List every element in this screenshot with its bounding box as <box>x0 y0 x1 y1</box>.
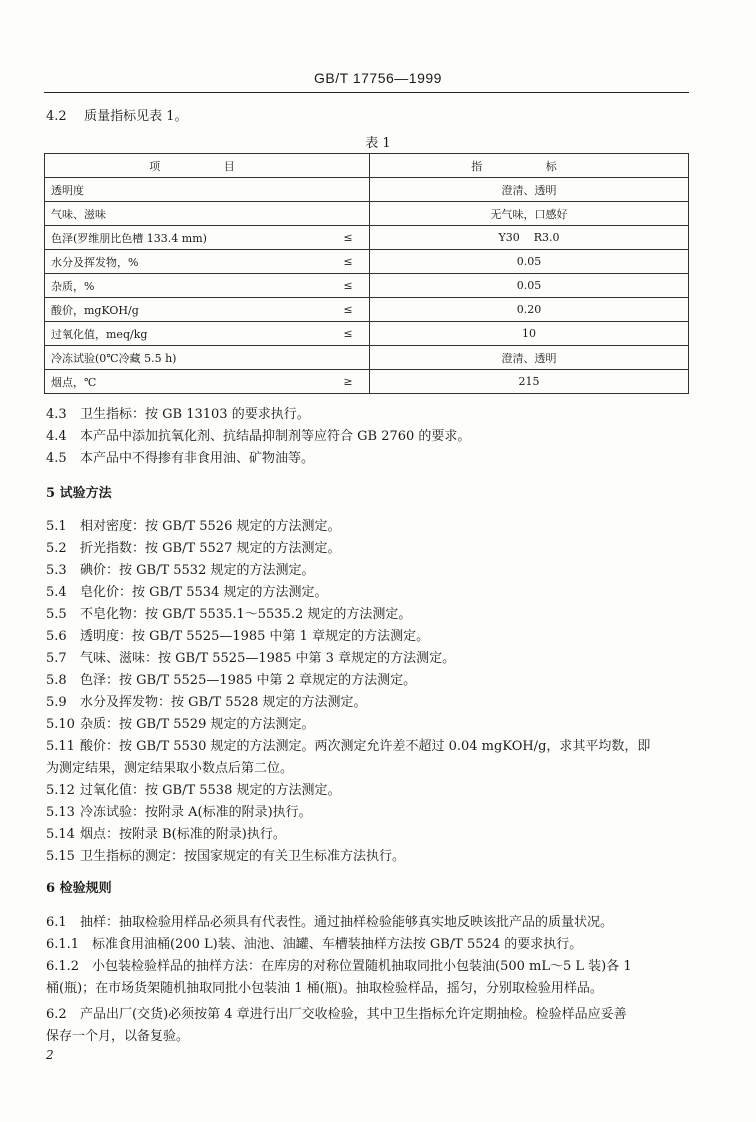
clause-number: 5.13 <box>46 805 75 820</box>
row-item: 透明度 <box>45 178 328 202</box>
clause-5-9 <box>46 692 366 714</box>
table-row <box>45 178 689 202</box>
row-item: 酸价，mgKOH/g <box>45 298 328 322</box>
row-symbol: ≤ <box>327 298 370 322</box>
clause-text: 皂化价：按 GB/T 5534 规定的方法测定。 <box>80 585 328 600</box>
row-symbol: ≤ <box>327 322 370 346</box>
clause-text: 卫生指标：按 GB 13103 的要求执行。 <box>80 407 310 422</box>
clause-4-2 <box>46 106 188 128</box>
quality-index-table <box>44 153 689 394</box>
header-divider <box>44 92 689 93</box>
row-symbol <box>327 178 370 202</box>
clause-5-1 <box>46 516 340 538</box>
clause-number: 4.2 <box>46 109 67 124</box>
row-symbol: ≤ <box>327 274 370 298</box>
clause-text: 气味、滋味：按 GB/T 5525—1985 中第 3 章规定的方法测定。 <box>80 651 456 666</box>
clause-5-2 <box>46 538 340 560</box>
row-value: 0.20 <box>370 298 689 322</box>
clause-text: 酸价：按 GB/T 5530 规定的方法测定。两次测定允许差不超过 0.04 mgKOH/g，求其平均数，即 <box>80 739 651 754</box>
clause-text: 保存一个月，以备复验。 <box>46 1029 190 1044</box>
row-value: 澄清、透明 <box>370 346 689 370</box>
row-symbol: ≤ <box>327 226 370 250</box>
clause-text: 卫生指标的测定：按国家规定的有关卫生标准方法执行。 <box>80 849 406 864</box>
clause-text: 产品出厂(交货)必须按第 4 章进行出厂交收检验，其中卫生指标允许定期抽检。检验样品应妥善 <box>80 1007 627 1022</box>
clause-number: 6.1.1 <box>46 937 80 952</box>
clause-5-8 <box>46 670 416 692</box>
clause-5-11 <box>46 736 650 758</box>
clause-6-2 <box>46 1004 627 1026</box>
clause-5-14 <box>46 824 286 846</box>
row-item: 气味、滋味 <box>45 202 328 226</box>
clause-text: 抽样：抽取检验用样品必须具有代表性。通过抽样检验能够真实地反映该批产品的质量状况。 <box>80 915 614 930</box>
clause-text: 碘价：按 GB/T 5532 规定的方法测定。 <box>80 563 315 578</box>
clause-number: 4.5 <box>46 451 67 466</box>
row-symbol: ≤ <box>327 250 370 274</box>
clause-text: 水分及挥发物：按 GB/T 5528 规定的方法测定。 <box>80 695 367 710</box>
clause-text: 质量指标见表 1。 <box>84 109 188 124</box>
clause-number: 4.3 <box>46 407 67 422</box>
clause-number: 5.4 <box>46 585 67 600</box>
table-row <box>45 274 689 298</box>
clause-number: 5.9 <box>46 695 67 710</box>
clause-5-12 <box>46 780 340 802</box>
row-item: 冷冻试验(0℃冷藏 5.5 h) <box>45 346 328 370</box>
clause-text: 不皂化物：按 GB/T 5535.1～5535.2 规定的方法测定。 <box>80 607 412 622</box>
table-row <box>45 346 689 370</box>
clause-text: 过氧化值：按 GB/T 5538 规定的方法测定。 <box>80 783 341 798</box>
clause-text: 折光指数：按 GB/T 5527 规定的方法测定。 <box>80 541 341 556</box>
table-row <box>45 370 689 394</box>
clause-number: 5.7 <box>46 651 67 666</box>
clause-6-1-1 <box>46 934 582 956</box>
clause-text: 相对密度：按 GB/T 5526 规定的方法测定。 <box>80 519 341 534</box>
clause-5-6 <box>46 626 429 648</box>
row-item: 杂质，% <box>45 274 328 298</box>
clause-4-3 <box>46 404 310 426</box>
section-5-title: 5 试验方法 <box>46 486 112 501</box>
clause-text: 标准食用油桶(200 L)装、油池、油罐、车槽装抽样方法按 GB/T 5524 的要求执行。 <box>92 937 583 952</box>
clause-number: 5.15 <box>46 849 75 864</box>
clause-number: 5.11 <box>46 739 75 754</box>
column-header-value: 指 标 <box>370 154 689 178</box>
clause-text: 小包装检验样品的抽样方法：在库房的对称位置随机抽取同批小包装油(500 mL～5 L 装)各 1 <box>92 959 632 974</box>
clause-number: 5.12 <box>46 783 75 798</box>
row-value: 0.05 <box>370 274 689 298</box>
row-value: 无气味，口感好 <box>370 202 689 226</box>
clause-5-13 <box>46 802 312 824</box>
row-value: 0.05 <box>370 250 689 274</box>
clause-number: 5.5 <box>46 607 67 622</box>
clause-number: 5.2 <box>46 541 67 556</box>
clause-number: 6.2 <box>46 1007 67 1022</box>
clause-text: 本产品中不得掺有非食用油、矿物油等。 <box>80 451 315 466</box>
table-title: 表 1 <box>365 136 391 151</box>
column-header-item: 项 目 <box>45 154 370 178</box>
row-value: 澄清、透明 <box>370 178 689 202</box>
clause-6-1-2-continued <box>46 978 603 1000</box>
table-row <box>45 202 689 226</box>
row-item: 色泽(罗维朋比色槽 133.4 mm) <box>45 226 328 250</box>
clause-number: 5.3 <box>46 563 67 578</box>
section-6-title: 6 检验规则 <box>46 881 112 896</box>
document-header: GB/T 17756—1999 <box>314 70 442 86</box>
clause-number: 4.4 <box>46 429 67 444</box>
row-item: 过氧化值，meq/kg <box>45 322 328 346</box>
clause-number: 5.8 <box>46 673 67 688</box>
clause-4-4 <box>46 426 470 448</box>
clause-6-1-2 <box>46 956 632 978</box>
clause-5-4 <box>46 582 327 604</box>
clause-text: 透明度：按 GB/T 5525—1985 中第 1 章规定的方法测定。 <box>80 629 430 644</box>
clause-number: 6.1 <box>46 915 67 930</box>
table-row <box>45 226 689 250</box>
row-symbol <box>327 202 370 226</box>
row-symbol <box>327 346 370 370</box>
clause-text: 烟点：按附录 B(标准的附录)执行。 <box>80 827 286 842</box>
clause-text: 杂质：按 GB/T 5529 规定的方法测定。 <box>80 717 315 732</box>
page-number: 2 <box>46 1048 54 1062</box>
clause-text: 色泽：按 GB/T 5525—1985 中第 2 章规定的方法测定。 <box>80 673 417 688</box>
clause-5-7 <box>46 648 455 670</box>
row-value: 10 <box>370 322 689 346</box>
clause-number: 5.1 <box>46 519 67 534</box>
row-item: 烟点，℃ <box>45 370 328 394</box>
clause-5-10 <box>46 714 314 736</box>
clause-6-2-continued <box>46 1026 189 1048</box>
clause-5-5 <box>46 604 411 626</box>
row-value: Y30 R3.0 <box>370 226 689 250</box>
table-row <box>45 322 689 346</box>
clause-text: 冷冻试验：按附录 A(标准的附录)执行。 <box>80 805 312 820</box>
clause-number: 5.6 <box>46 629 67 644</box>
table-row <box>45 250 689 274</box>
clause-5-15 <box>46 846 405 868</box>
row-item: 水分及挥发物，% <box>45 250 328 274</box>
clause-5-11-continued <box>46 758 293 780</box>
row-value: 215 <box>370 370 689 394</box>
clause-number: 5.10 <box>46 717 75 732</box>
clause-5-3 <box>46 560 314 582</box>
clause-text: 为测定结果，测定结果取小数点后第二位。 <box>46 761 294 776</box>
table-header-row <box>45 154 689 178</box>
table-row <box>45 298 689 322</box>
clause-6-1 <box>46 912 613 934</box>
clause-text: 桶(瓶)；在市场货架随机抽取同批小包装油 1 桶(瓶)。抽取检验样品，摇匀，分别取检验用样品。 <box>46 981 603 996</box>
clause-number: 6.1.2 <box>46 959 80 974</box>
clause-4-5 <box>46 448 314 470</box>
row-symbol: ≥ <box>327 370 370 394</box>
clause-text: 本产品中添加抗氧化剂、抗结晶抑制剂等应符合 GB 2760 的要求。 <box>80 429 471 444</box>
clause-number: 5.14 <box>46 827 75 842</box>
